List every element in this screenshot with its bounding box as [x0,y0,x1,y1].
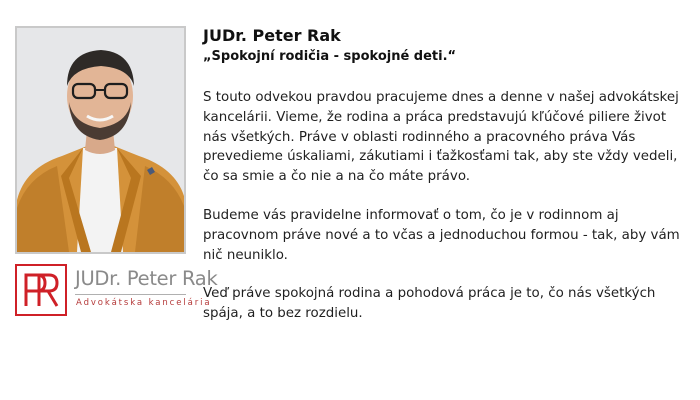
logo-subtitle: Advokátska kancelária [76,298,212,308]
closing-paragraph: Veď práve spokojná rodina a pohodová práca je to, čo nás všetkých spája, a to bez rozdielu. [203,286,656,322]
profile-name: JUDr. Peter Rak [203,26,341,45]
firm-logo [15,264,218,318]
profile-photo [15,26,186,254]
intro-paragraph: S touto odvekou pravdou pracujeme dnes a denne v našej advokátskej kancelárii. Vieme, že rodina a práca predstavujú kľúčové piliere život nás všetkých. Práve v oblasti rodinného a pracovného práva Vás prevedieme úskaliami, zákutiami i ťažkosťami tak, aby ste vždy vedeli, čo sa smie a čo nie a na čo máte právo. [203,90,679,185]
logo-mark-icon [15,264,67,316]
info-paragraph: Budeme vás pravidelne informovať o tom, čo je v rodinnom aj pracovnom práve nové a to včas a jednoduchou formou - tak, aby vám nič neuniklo. [203,207,680,263]
logo-name: JUDr. Peter Rak [75,267,218,290]
profile-content [203,26,688,324]
logo-divider [75,294,186,295]
profile-motto: „Spokojní rodičia - spokojné deti.“ [203,49,457,64]
